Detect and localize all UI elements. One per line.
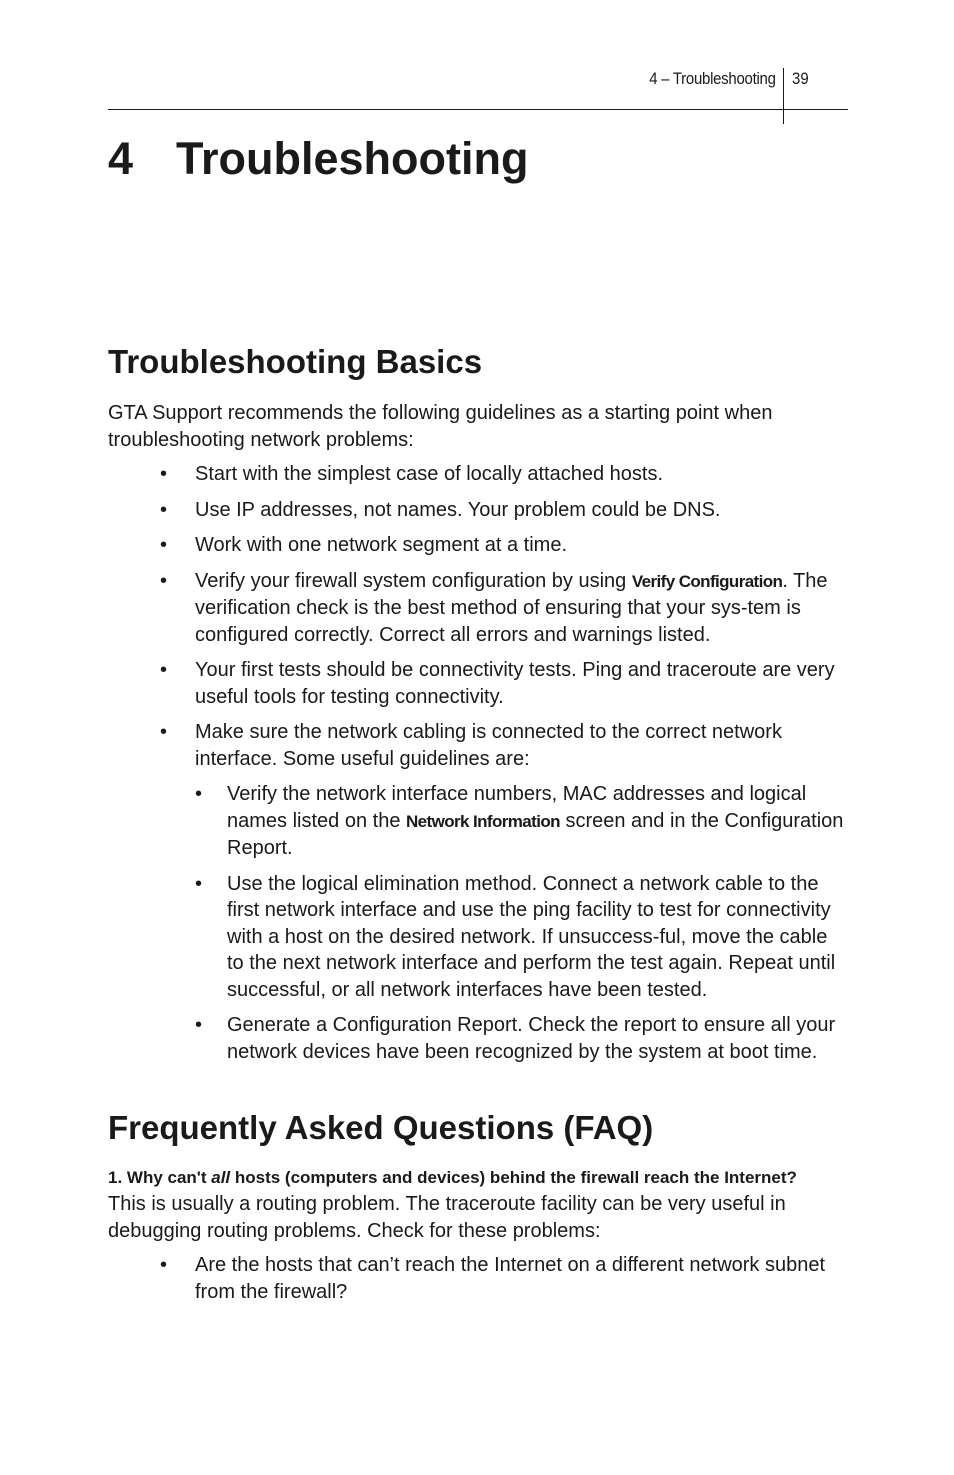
faq-answer-1: This is usually a routing problem. The traceroute facility can be very useful in debugging routing problems. Check for these problems: <box>108 1193 786 1242</box>
faq-answer-list <box>108 1252 848 1305</box>
list-item-verify: • Verify your firewall system configuration by using Verify Configuration. The verification check is the best method of ensuring that your sys-tem is configured correctly. Correct all errors and warnings listed. <box>160 569 828 646</box>
faq-question-1: 1. Why can't all hosts (computers and devices) behind the firewall reach the Internet? <box>108 1168 797 1187</box>
bullet: • <box>195 783 203 805</box>
ui-term-verify-configuration: Verify Configuration <box>631 571 783 591</box>
header-rule <box>108 109 848 110</box>
list-item: • Are the hosts that can’t reach the Internet on a different network subnet from the firewall? <box>160 1254 826 1303</box>
chapter-number: 4 <box>108 133 134 184</box>
sub-list-item: • Verify the network interface numbers, MAC addresses and logical names listed on the Network Information screen and in the Configuration Report. <box>195 783 844 859</box>
basics-intro: GTA Support recommends the following guidelines as a starting point when troubleshooting network problems: <box>108 402 773 451</box>
bullet: • <box>160 498 168 521</box>
bullet: • <box>160 569 168 592</box>
header-vertical-rule <box>783 68 784 124</box>
bullet: • <box>195 1014 203 1036</box>
list-item: • Use IP addresses, not names. Your problem could be DNS. <box>108 497 848 524</box>
running-header-title: 4 – Troubleshooting <box>649 69 776 88</box>
bullet: • <box>160 463 168 485</box>
list-item-cabling: • Make sure the network cabling is connected to the correct network interface. Some useful guidelines are: • Verify the network interface numbers, MAC addresses and logical names listed on the Network Information screen and in the Configuration Report. • Use the logical elimination method. Connect a network cable to the first network interface and use the ping facility to test for connectivity with a host on the desired network. If unsuccess-ful, move the cable to the next network interface and perform the test again. Repeat until successful, or all network interfaces have been tested. • Generate a Configuration Report. Check the report to ensure all your network devices have been recognized by the system at boot time. <box>108 719 848 1065</box>
chapter-title <box>108 132 528 186</box>
section-heading-faq: Frequently Asked Questions (FAQ) <box>108 1109 654 1146</box>
list-item: • Work with one network segment at a time. <box>108 532 848 559</box>
cabling-sublist <box>195 781 848 1065</box>
basics-list <box>108 461 848 1065</box>
sub-list-item: • Use the logical elimination method. Connect a network cable to the first network interface and use the ping facility to test for connectivity with a host on the desired network. If unsuccess-ful, move the cable to the next network interface and perform the test again. Repeat until successful, or all network interfaces have been tested. <box>195 872 836 1001</box>
bullet: • <box>160 721 168 743</box>
bullet: • <box>195 872 203 895</box>
bullet: • <box>160 534 168 556</box>
sub-list-item: • Generate a Configuration Report. Check the report to ensure all your network devices have been recognized by the system at boot time. <box>195 1014 836 1063</box>
list-item: • Start with the simplest case of locally attached hosts. <box>108 461 848 488</box>
bullet: • <box>160 1254 168 1276</box>
bullet: • <box>160 659 168 681</box>
ui-term-network-information: Network Information <box>406 811 560 831</box>
faq-question-emphasis: all <box>211 1168 231 1187</box>
chapter-title-text: Troubleshooting <box>176 133 529 184</box>
page-content <box>108 342 848 1314</box>
list-item: • Your first tests should be connectivity tests. Ping and traceroute are very useful tools for testing connectivity. <box>160 659 835 708</box>
page-number: 39 <box>792 69 809 88</box>
section-heading-basics: Troubleshooting Basics <box>108 343 483 380</box>
